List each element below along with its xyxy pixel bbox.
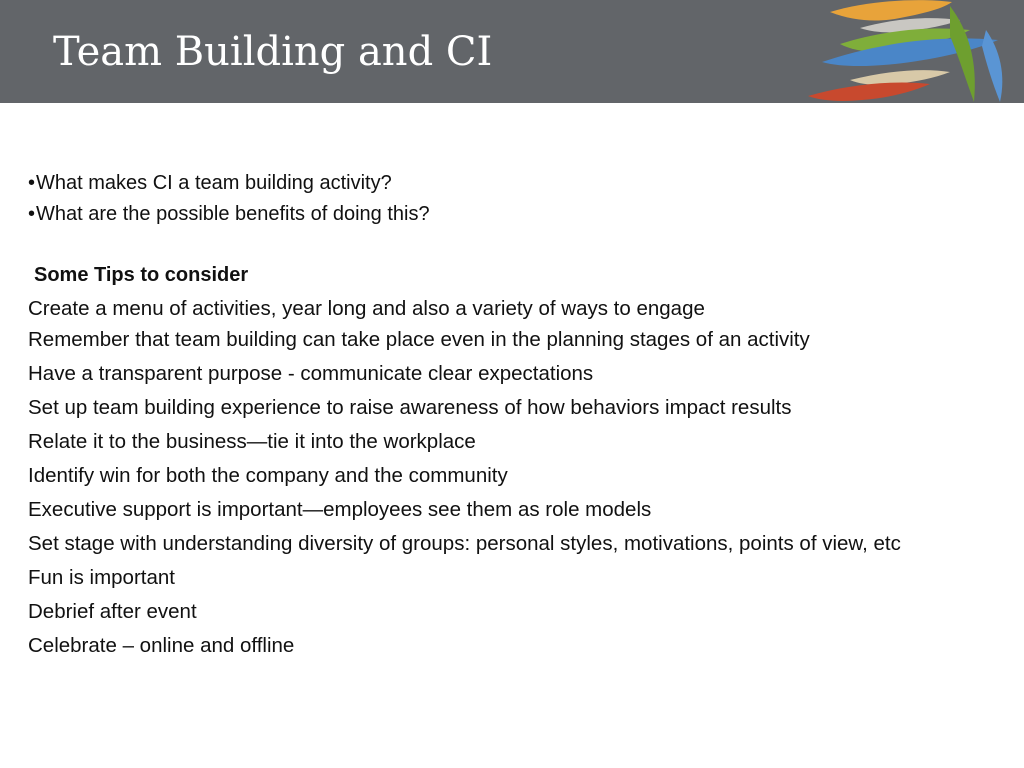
question-item: [28, 170, 392, 196]
tip-item: Celebrate – online and offline: [28, 634, 295, 657]
tip-item: Remember that team building can take place even in the planning stages of an activity: [28, 328, 810, 351]
question-text: What are the possible benefits of doing this?: [36, 203, 430, 225]
tip-item: Debrief after event: [28, 600, 197, 623]
tip-item: Set up team building experience to raise awareness of how behaviors impact results: [28, 396, 792, 419]
tip-item: Create a menu of activities, year long and also a variety of ways to engage: [28, 297, 705, 320]
question-item: [28, 201, 430, 227]
header-bar: [0, 0, 1024, 103]
tip-item: Have a transparent purpose - communicate clear expectations: [28, 362, 594, 385]
bullet-glyph: •: [28, 203, 36, 225]
tip-item: Identify win for both the company and the community: [28, 464, 508, 487]
slide-title: Team Building and CI: [53, 29, 493, 75]
tip-item: Set stage with understanding diversity of groups: personal styles, motivations, points of view, etc: [28, 532, 901, 555]
bullet-glyph: •: [28, 172, 36, 194]
question-text: What makes CI a team building activity?: [36, 172, 392, 194]
tip-item: Fun is important: [28, 566, 175, 589]
tip-item: Executive support is important—employees see them as role models: [28, 498, 652, 521]
tips-heading: Some Tips to consider: [34, 264, 249, 286]
tip-item: Relate it to the business—tie it into the workplace: [28, 430, 476, 453]
ribbon-logo: [800, 0, 1024, 103]
